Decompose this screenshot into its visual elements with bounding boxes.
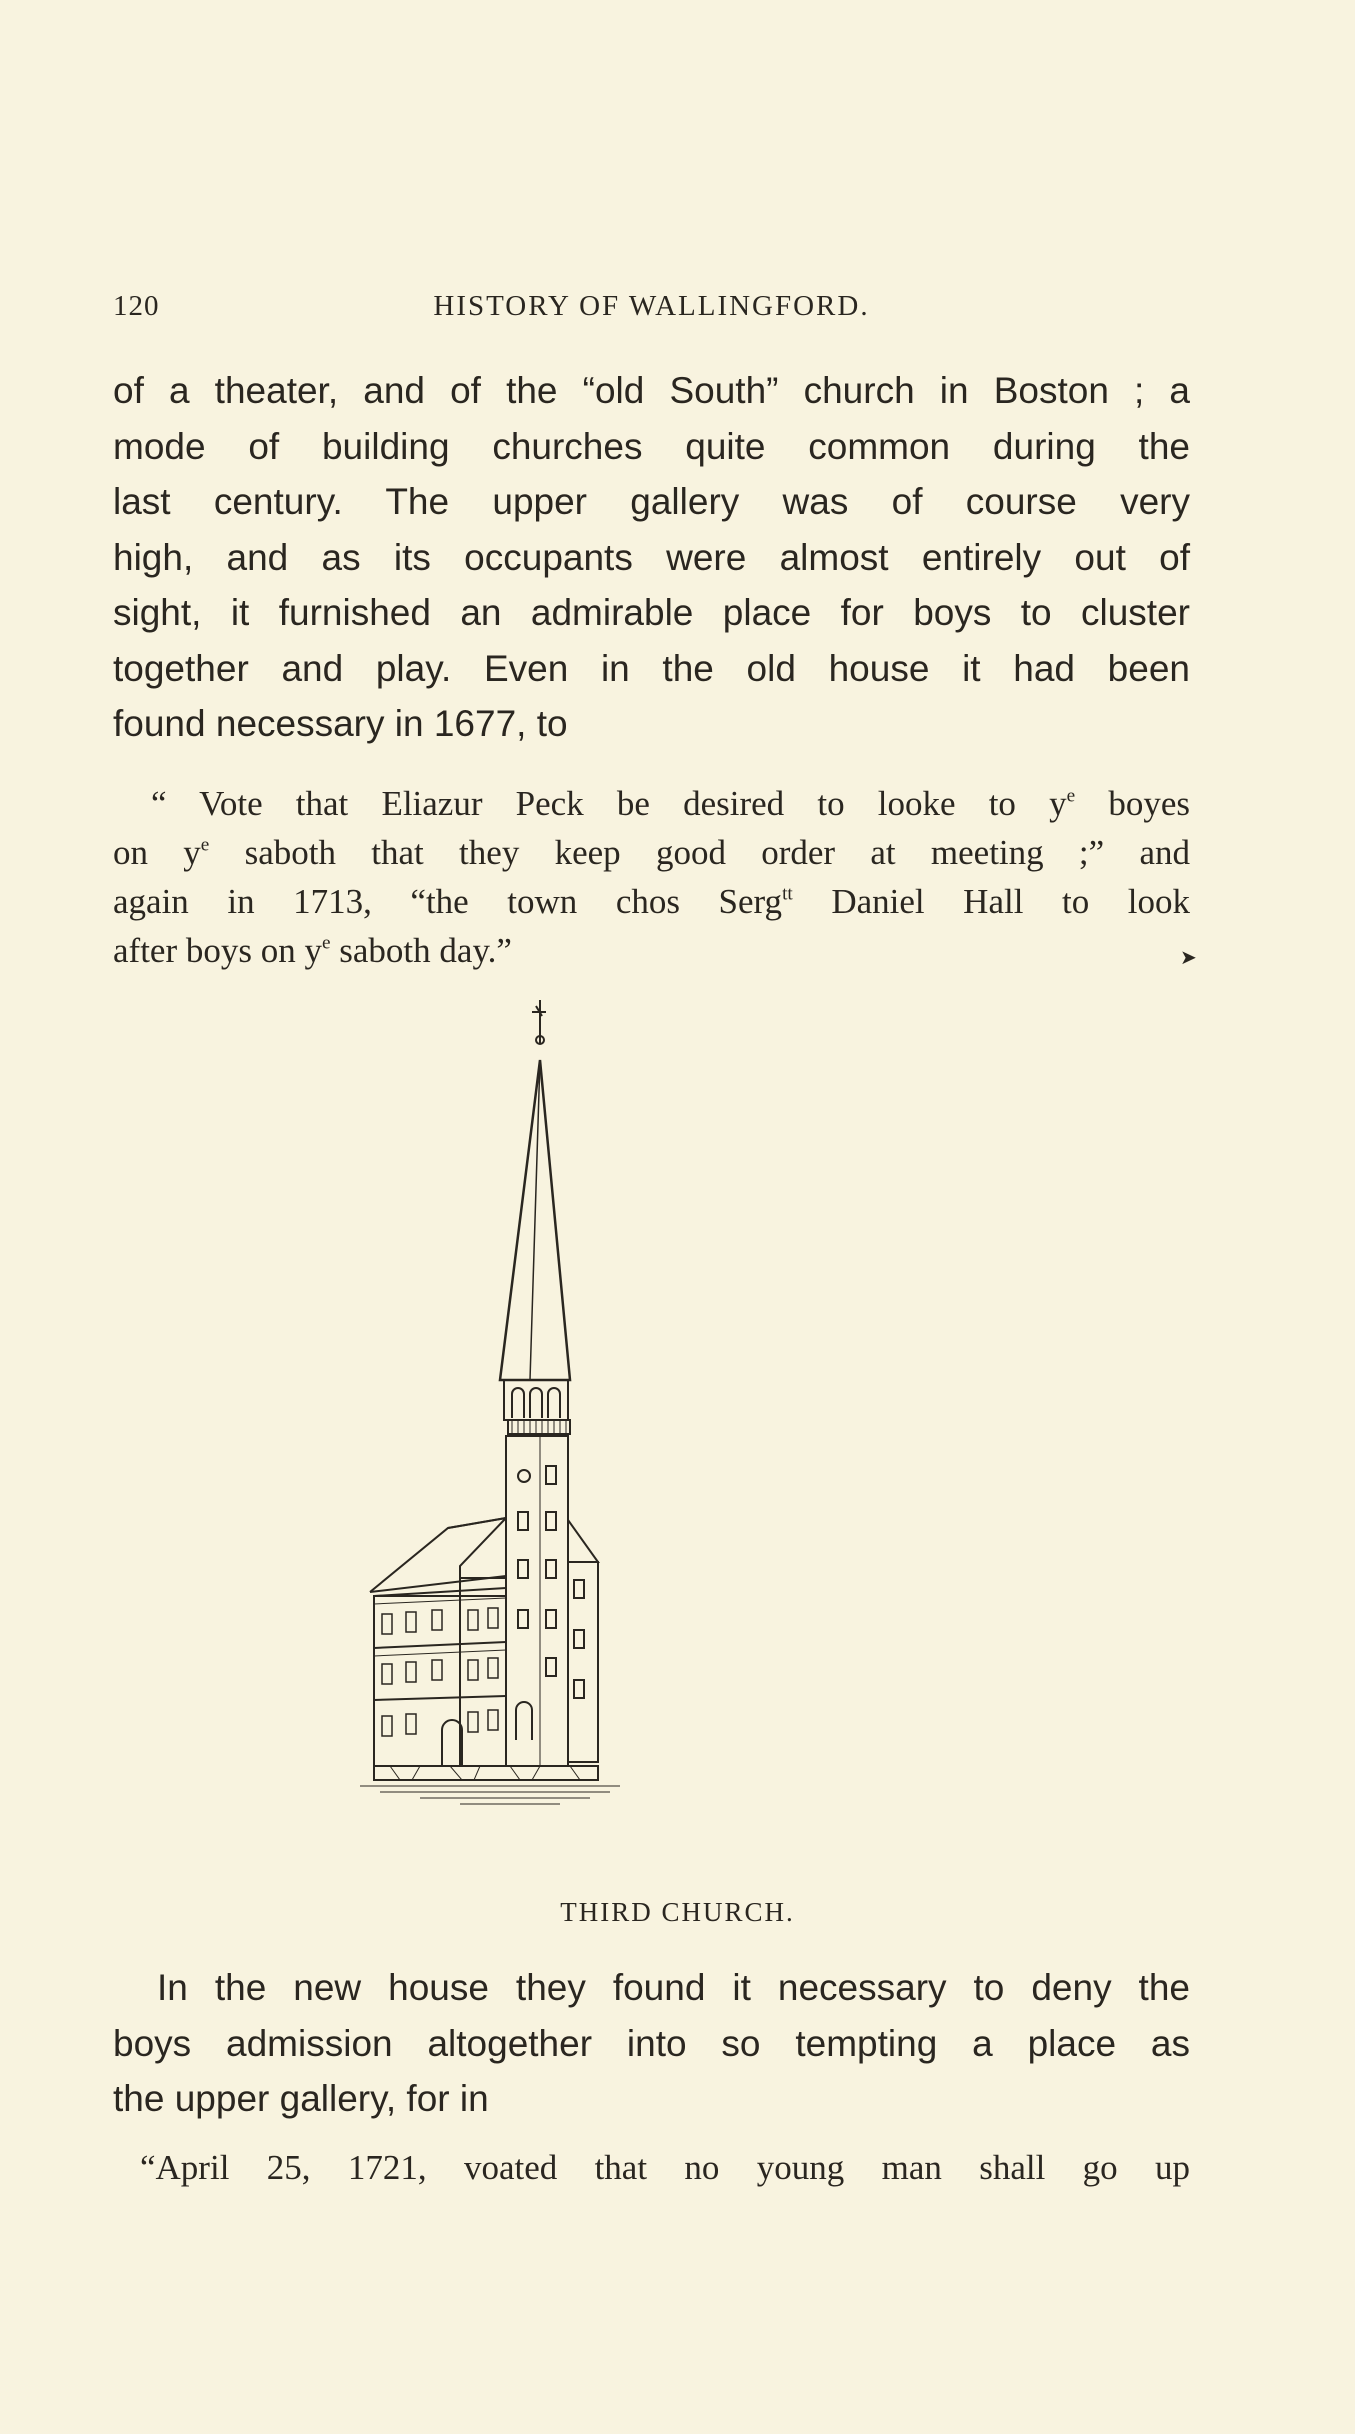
figure-caption: THIRD CHURCH.	[560, 1897, 795, 1927]
superscript: e	[1066, 785, 1076, 807]
running-title: HISTORY OF WALLINGFORD.	[433, 290, 870, 322]
quote-line	[113, 828, 1190, 877]
quote-text: after boys on y	[113, 931, 322, 970]
page-header	[113, 290, 1190, 330]
superscript: tt	[782, 883, 793, 905]
text-line: together and play. Even in the old house it had been	[113, 647, 1190, 689]
stray-mark: ➤	[1180, 947, 1197, 969]
quote-text: Daniel Hall to look	[792, 882, 1190, 921]
page-number: 120	[113, 290, 160, 322]
text-line: sight, it furnished an admirable place for boys to cluster	[113, 592, 1190, 633]
text-line: the upper gallery, for in	[113, 2078, 489, 2119]
text-line: of a theater, and of the “old South” church in Boston ; a	[113, 370, 1190, 411]
text-line: In the new house they found it necessary to deny the	[157, 1967, 1190, 2008]
quote-text: “ Vote that Eliazur Peck be desired to looke to y	[151, 784, 1067, 823]
paragraph-2	[113, 1960, 1190, 2127]
paragraph-1	[113, 363, 1190, 752]
text-line: high, and as its occupants were almost entirely out of	[113, 536, 1190, 578]
quote-block-2: “April 25, 1721, voated that no young man shall go up	[140, 2148, 1190, 2187]
quote-line	[113, 779, 1190, 828]
quote-block-1	[113, 779, 1190, 975]
quote-text: on y	[113, 833, 201, 872]
quote-text: saboth day.”	[330, 931, 512, 970]
text-line: last century. The upper gallery was of course very	[113, 481, 1190, 522]
superscript: e	[321, 932, 331, 954]
quote-text: saboth that they keep good order at meeting ;” and	[209, 833, 1191, 872]
text-line: found necessary in 1677, to	[113, 703, 568, 744]
quote-line	[113, 877, 1190, 926]
quote-line	[113, 926, 1190, 975]
superscript: e	[200, 834, 210, 856]
quote-text: again in 1713, “the town chos Serg	[113, 882, 783, 921]
text-line: boys admission altogether into so tempting a place as	[113, 2022, 1190, 2064]
quote-text: boyes	[1075, 784, 1191, 823]
church-illustration	[360, 1000, 960, 1830]
text-line: mode of building churches quite common during the	[113, 425, 1190, 467]
